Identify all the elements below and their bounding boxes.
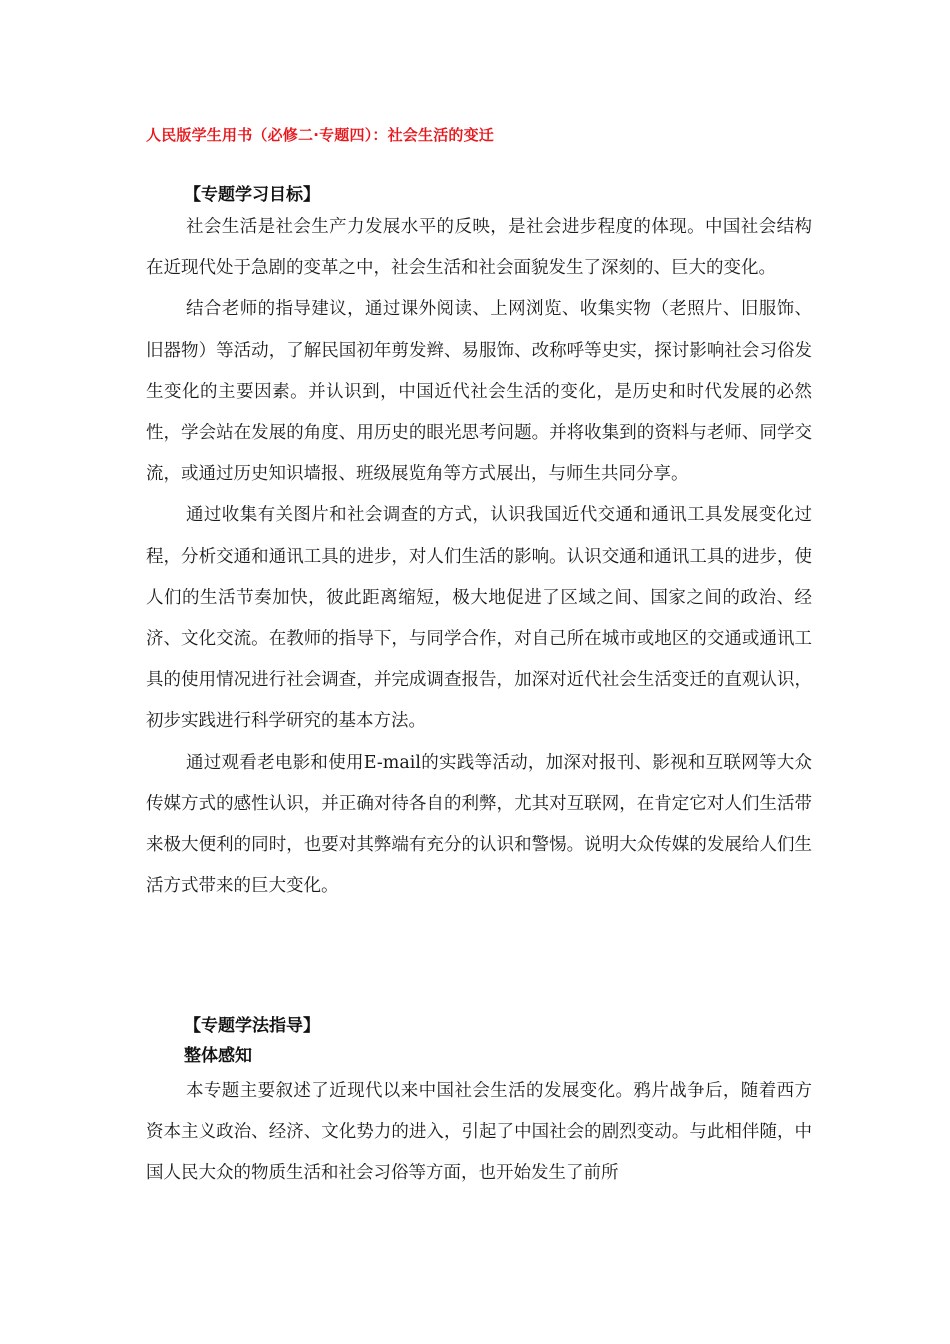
section-subheading: 整体感知 xyxy=(184,1046,252,1066)
paragraph: 社会生活是社会生产力发展水平的反映，是社会进步程度的体现。中国社会结构在近现代处于急剧的变革之中，社会生活和社会面貌发生了深刻的、巨大的变化。 xyxy=(146,217,812,279)
paragraph: 结合老师的指导建议，通过课外阅读、上网浏览、收集实物（老照片、旧服饰、旧器物）等活动，了解民国初年剪发辫、易服饰、改称呼等史实，探讨影响社会习俗发生变化的主要因素。并认识到，中国近代社会生活的变化，是历史和时代发展的必然性，学会站在发展的角度、用历史的眼光思考问题。并将收集到的资料与老师、同学交流，或通过历史知识墙报、班级展览角等方式展出，与师生共同分享。 xyxy=(146,299,812,485)
paragraph: 通过收集有关图片和社会调查的方式，认识我国近代交通和通讯工具发展变化过程，分析交通和通讯工具的进步，对人们生活的影响。认识交通和通讯工具的进步，使人们的生活节奏加快，彼此距离缩短，极大地促进了区域之间、国家之间的政治、经济、文化交流。在教师的指导下，与同学合作，对自己所在城市或地区的交通或通讯工具的使用情况进行社会调查，并完成调查报告，加深对近代社会生活变迁的直观认识，初步实践进行科学研究的基本方法。 xyxy=(146,505,812,732)
section-heading: 【专题学习目标】 xyxy=(184,185,320,205)
document-title: 人民版学生用书（必修二·专题四）：社会生活的变迁 xyxy=(146,126,495,144)
paragraph: 本专题主要叙述了近现代以来中国社会生活的发展变化。鸦片战争后，随着西方资本主义政治、经济、文化势力的进入，引起了中国社会的剧烈变动。与此相伴随，中国人民大众的物质生活和社会习俗等方面，也开始发生了前所 xyxy=(146,1081,812,1184)
paragraph: 通过观看老电影和使用E-mail的实践等活动，加深对报刊、影视和互联网等大众传媒方式的感性认识，并正确对待各自的利弊，尤其对互联网，在肯定它对人们生活带来极大便利的同时，也要对其弊端有充分的认识和警惕。说明大众传媒的发展给人们生活方式带来的巨大变化。 xyxy=(146,752,812,897)
section-learning-guidance xyxy=(146,1011,812,1195)
section-learning-objectives xyxy=(146,183,812,907)
section-heading: 【专题学法指导】 xyxy=(184,1016,320,1036)
